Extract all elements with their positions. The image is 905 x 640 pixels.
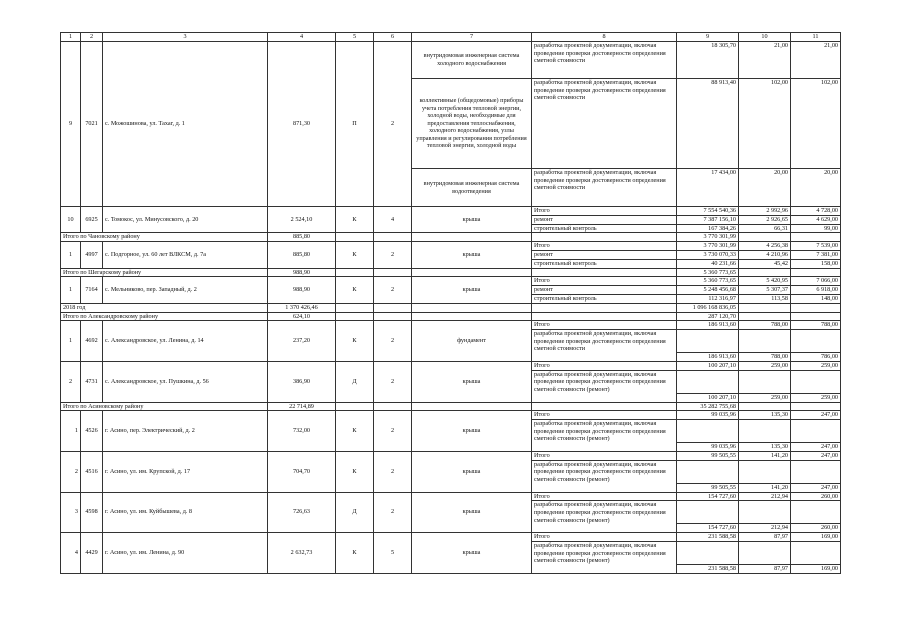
building-code: 4516 [81,451,103,492]
cost-limit: 148,00 [791,294,841,303]
work-type: разработка проектной документации, включая проведение проверки достоверности определения сметной стоимости (ремонт) [532,460,677,492]
column-number: 3 [103,33,268,42]
wall-material: К [336,242,374,268]
column-number: 9 [677,33,739,42]
cost-limit: 7 381,00 [791,250,841,259]
repair-element: фундамент [412,321,532,362]
wall-material: П [336,42,374,207]
building-address: г. Асино, ул. им. Куйбышева, д. 8 [103,492,268,533]
cost-per-unit: 21,00 [739,42,791,79]
cost-limit: 7 539,00 [791,242,841,251]
cost-per-unit: 113,58 [739,294,791,303]
cost-total: 154 727,60 [677,524,739,533]
cost-total: 18 305,70 [677,42,739,79]
work-type: Итого [532,361,677,370]
floor-count: 4 [374,207,412,233]
building-code: 4429 [81,533,103,574]
cost-limit: 6 918,00 [791,286,841,295]
cost-total: 99 035,96 [677,411,739,420]
cost-total: 231 588,58 [677,533,739,542]
row-number: 10 [61,207,81,233]
table-row [61,321,841,330]
cost-limit: 20,00 [791,169,841,207]
work-type: Итого [532,492,677,501]
work-type: разработка проектной документации, включая проведение проверки достоверности определения сметной стоимости [532,330,677,362]
cost-total: 3 770 301,99 [677,242,739,251]
cost-limit: 169,00 [791,533,841,542]
cost-total: 231 588,58 [677,564,739,573]
work-type: разработка проектной документации, включая проведение проверки достоверности определения сметной стоимости [532,42,677,79]
column-number: 10 [739,33,791,42]
cost-total: 7 387 156,10 [677,215,739,224]
column-number: 11 [791,33,841,42]
cost-per-unit: 4 210,96 [739,250,791,259]
cost-limit: 102,00 [791,79,841,169]
cost-per-unit: 20,00 [739,169,791,207]
cost-per-unit: 87,97 [739,533,791,542]
cost-limit: 260,00 [791,492,841,501]
cost-per-unit: 141,20 [739,451,791,460]
district-cost: 5 360 773,65 [677,268,739,277]
cost-limit: 99,00 [791,224,841,233]
work-type: разработка проектной документации, включая проведение проверки достоверности определения сметной стоимости (ремонт) [532,541,677,573]
row-number: 3 [61,492,81,533]
work-type: Итого [532,321,677,330]
row-number: 1 [61,242,81,268]
column-number: 1 [61,33,81,42]
cost-per-unit: 87,97 [739,564,791,573]
cost-limit: 247,00 [791,451,841,460]
table-row [61,207,841,216]
year-cost: 1 096 168 836,05 [677,303,739,312]
repair-element: крыша [412,207,532,233]
work-type: разработка проектной документации, включая проведение проверки достоверности определения сметной стоимости [532,169,677,207]
work-type: Итого [532,242,677,251]
column-number: 5 [336,33,374,42]
repair-element: крыша [412,411,532,452]
table-row [61,451,841,460]
building-address: г. Асино, ул. им. Крупской, д. 17 [103,451,268,492]
column-number: 7 [412,33,532,42]
work-type: Итого [532,533,677,542]
wall-material: Д [336,361,374,402]
cost-total: 99 505,55 [677,451,739,460]
district-area: 988,90 [268,268,336,277]
work-type: ремонт [532,250,677,259]
work-type: Итого [532,411,677,420]
work-type: строительный контроль [532,294,677,303]
table-row [61,492,841,501]
district-total-row [61,268,841,277]
work-type: Итого [532,277,677,286]
wall-material: К [336,451,374,492]
building-area: 871,30 [268,42,336,207]
table-row [61,411,841,420]
building-code: 6925 [81,207,103,233]
building-code: 4598 [81,492,103,533]
column-number: 8 [532,33,677,42]
year-area: 1 370 426,46 [268,303,336,312]
building-area: 704,70 [268,451,336,492]
district-area: 885,80 [268,233,336,242]
cost-per-unit: 259,00 [739,393,791,402]
building-code: 7164 [81,277,103,303]
district-area: 22 714,89 [268,402,336,411]
cost-limit: 247,00 [791,443,841,452]
cost-limit: 788,00 [791,321,841,330]
cost-limit: 158,00 [791,259,841,268]
table-row [61,533,841,542]
cost-total: 167 384,26 [677,224,739,233]
building-address: с. Александровское, ул. Ленина, д. 14 [103,321,268,362]
cost-total: 100 207,10 [677,361,739,370]
building-area: 386,90 [268,361,336,402]
work-type: ремонт [532,286,677,295]
building-address: с. Томокос, ул. Минусовского, д. 20 [103,207,268,233]
wall-material: К [336,411,374,452]
repair-element: крыша [412,451,532,492]
table-row [61,42,841,79]
cost-per-unit: 259,00 [739,361,791,370]
floor-count: 2 [374,492,412,533]
building-area: 988,90 [268,277,336,303]
work-type: Итого [532,451,677,460]
cost-per-unit: 212,94 [739,524,791,533]
district-cost: 35 282 755,68 [677,402,739,411]
cost-per-unit: 135,30 [739,411,791,420]
work-type: строительный контроль [532,224,677,233]
floor-count: 2 [374,361,412,402]
wall-material: К [336,533,374,574]
floor-count: 5 [374,533,412,574]
cost-per-unit: 788,00 [739,321,791,330]
building-area: 237,20 [268,321,336,362]
cost-total: 5 360 773,65 [677,277,739,286]
cost-total: 112 316,97 [677,294,739,303]
work-type: Итого [532,207,677,216]
capital-repair-table [60,32,841,574]
cost-limit: 169,00 [791,564,841,573]
work-type: разработка проектной документации, включая проведение проверки достоверности определения сметной стоимости [532,79,677,169]
row-number: 4 [61,533,81,574]
building-code: 4731 [81,361,103,402]
cost-per-unit: 102,00 [739,79,791,169]
cost-per-unit: 141,20 [739,483,791,492]
cost-total: 154 727,60 [677,492,739,501]
cost-limit: 21,00 [791,42,841,79]
cost-total: 40 231,66 [677,259,739,268]
work-type: разработка проектной документации, включая проведение проверки достоверности определения сметной стоимости (ремонт) [532,501,677,533]
year-label: 2018 год [61,303,268,312]
floor-count: 2 [374,277,412,303]
table-row [61,361,841,370]
repair-element: крыша [412,533,532,574]
district-name: Итого по Чановскому району [61,233,268,242]
district-total-row [61,233,841,242]
repair-element: внутридомовая инженерная система холодного водоснабжения [412,42,532,79]
cost-per-unit: 212,94 [739,492,791,501]
building-code: 4997 [81,242,103,268]
cost-limit: 247,00 [791,483,841,492]
row-number: 2 [61,361,81,402]
cost-per-unit: 45,42 [739,259,791,268]
cost-per-unit: 788,00 [739,353,791,362]
row-number: 1 [61,321,81,362]
building-address: с. Можошинова, ул. Тахаг, д. 1 [103,42,268,207]
cost-limit: 247,00 [791,411,841,420]
table-row [61,277,841,286]
district-name: Итого по Александровскому району [61,312,268,321]
wall-material: К [336,277,374,303]
repair-element: крыша [412,492,532,533]
row-number: 2 [61,451,81,492]
cost-total: 100 207,10 [677,393,739,402]
repair-element: крыша [412,242,532,268]
floor-count: 2 [374,42,412,207]
cost-limit: 7 066,00 [791,277,841,286]
row-number: 1 [61,277,81,303]
floor-count: 2 [374,411,412,452]
column-number: 2 [81,33,103,42]
cost-per-unit: 135,30 [739,443,791,452]
floor-count: 2 [374,451,412,492]
building-code: 4692 [81,321,103,362]
building-address: с. Александровское, ул. Пушкина, д. 56 [103,361,268,402]
district-total-row [61,402,841,411]
district-total-row [61,312,841,321]
cost-limit: 260,00 [791,524,841,533]
column-number: 4 [268,33,336,42]
work-type: строительный контроль [532,259,677,268]
cost-total: 186 913,60 [677,353,739,362]
repair-element: крыша [412,361,532,402]
cost-total: 7 554 540,36 [677,207,739,216]
column-number-row [61,33,841,42]
cost-limit: 259,00 [791,393,841,402]
building-area: 2 632,73 [268,533,336,574]
building-address: г. Асино, пер. Электрический, д. 2 [103,411,268,452]
cost-per-unit: 2 926,65 [739,215,791,224]
work-type: ремонт [532,215,677,224]
column-number: 6 [374,33,412,42]
building-code: 7021 [81,42,103,207]
wall-material: Д [336,492,374,533]
wall-material: К [336,321,374,362]
work-type: разработка проектной документации, включая проведение проверки достоверности определения сметной стоимости (ремонт) [532,370,677,402]
cost-total: 17 434,00 [677,169,739,207]
cost-total: 99 035,96 [677,443,739,452]
district-cost: 287 120,70 [677,312,739,321]
building-code: 4526 [81,411,103,452]
cost-per-unit: 2 992,96 [739,207,791,216]
row-number: 9 [61,42,81,207]
cost-total: 88 913,40 [677,79,739,169]
cost-total: 5 248 456,68 [677,286,739,295]
building-address: с. Мельниково, пер. Западный, д. 2 [103,277,268,303]
cost-per-unit: 4 256,38 [739,242,791,251]
district-name: Итого по Асиновскому району [61,402,268,411]
district-name: Итого по Шегарскому району [61,268,268,277]
cost-limit: 4 629,00 [791,215,841,224]
cost-total: 99 505,55 [677,483,739,492]
cost-per-unit: 66,31 [739,224,791,233]
building-area: 2 524,10 [268,207,336,233]
repair-element: внутридомовая инженерная система водоотведения [412,169,532,207]
table-row [61,242,841,251]
year-total-row [61,303,841,312]
building-area: 732,00 [268,411,336,452]
row-number: 1 [61,411,81,452]
building-area: 726,63 [268,492,336,533]
building-address: г. Асино, ул. им. Ленина, д. 90 [103,533,268,574]
repair-element: коллективные (общедомовые) приборы учета потребления тепловой энергии, холодной воды, необходимые для предоставления теплоснабжения, холодного водоснабжения, узлы управления и регулирования потребления тепловой энергии, холодной воды [412,79,532,169]
work-type: разработка проектной документации, включая проведение проверки достоверности определения сметной стоимости (ремонт) [532,420,677,452]
cost-per-unit: 5 307,37 [739,286,791,295]
wall-material: К [336,207,374,233]
cost-total: 186 913,60 [677,321,739,330]
cost-per-unit: 5 420,95 [739,277,791,286]
repair-element: крыша [412,277,532,303]
cost-limit: 4 728,00 [791,207,841,216]
district-area: 624,10 [268,312,336,321]
floor-count: 2 [374,242,412,268]
cost-total: 3 730 070,33 [677,250,739,259]
building-address: с. Подгорное, ул. 60 лет ВЛКСМ, д. 7а [103,242,268,268]
district-cost: 3 770 301,99 [677,233,739,242]
cost-limit: 259,00 [791,361,841,370]
cost-limit: 786,00 [791,353,841,362]
building-area: 885,80 [268,242,336,268]
floor-count: 2 [374,321,412,362]
